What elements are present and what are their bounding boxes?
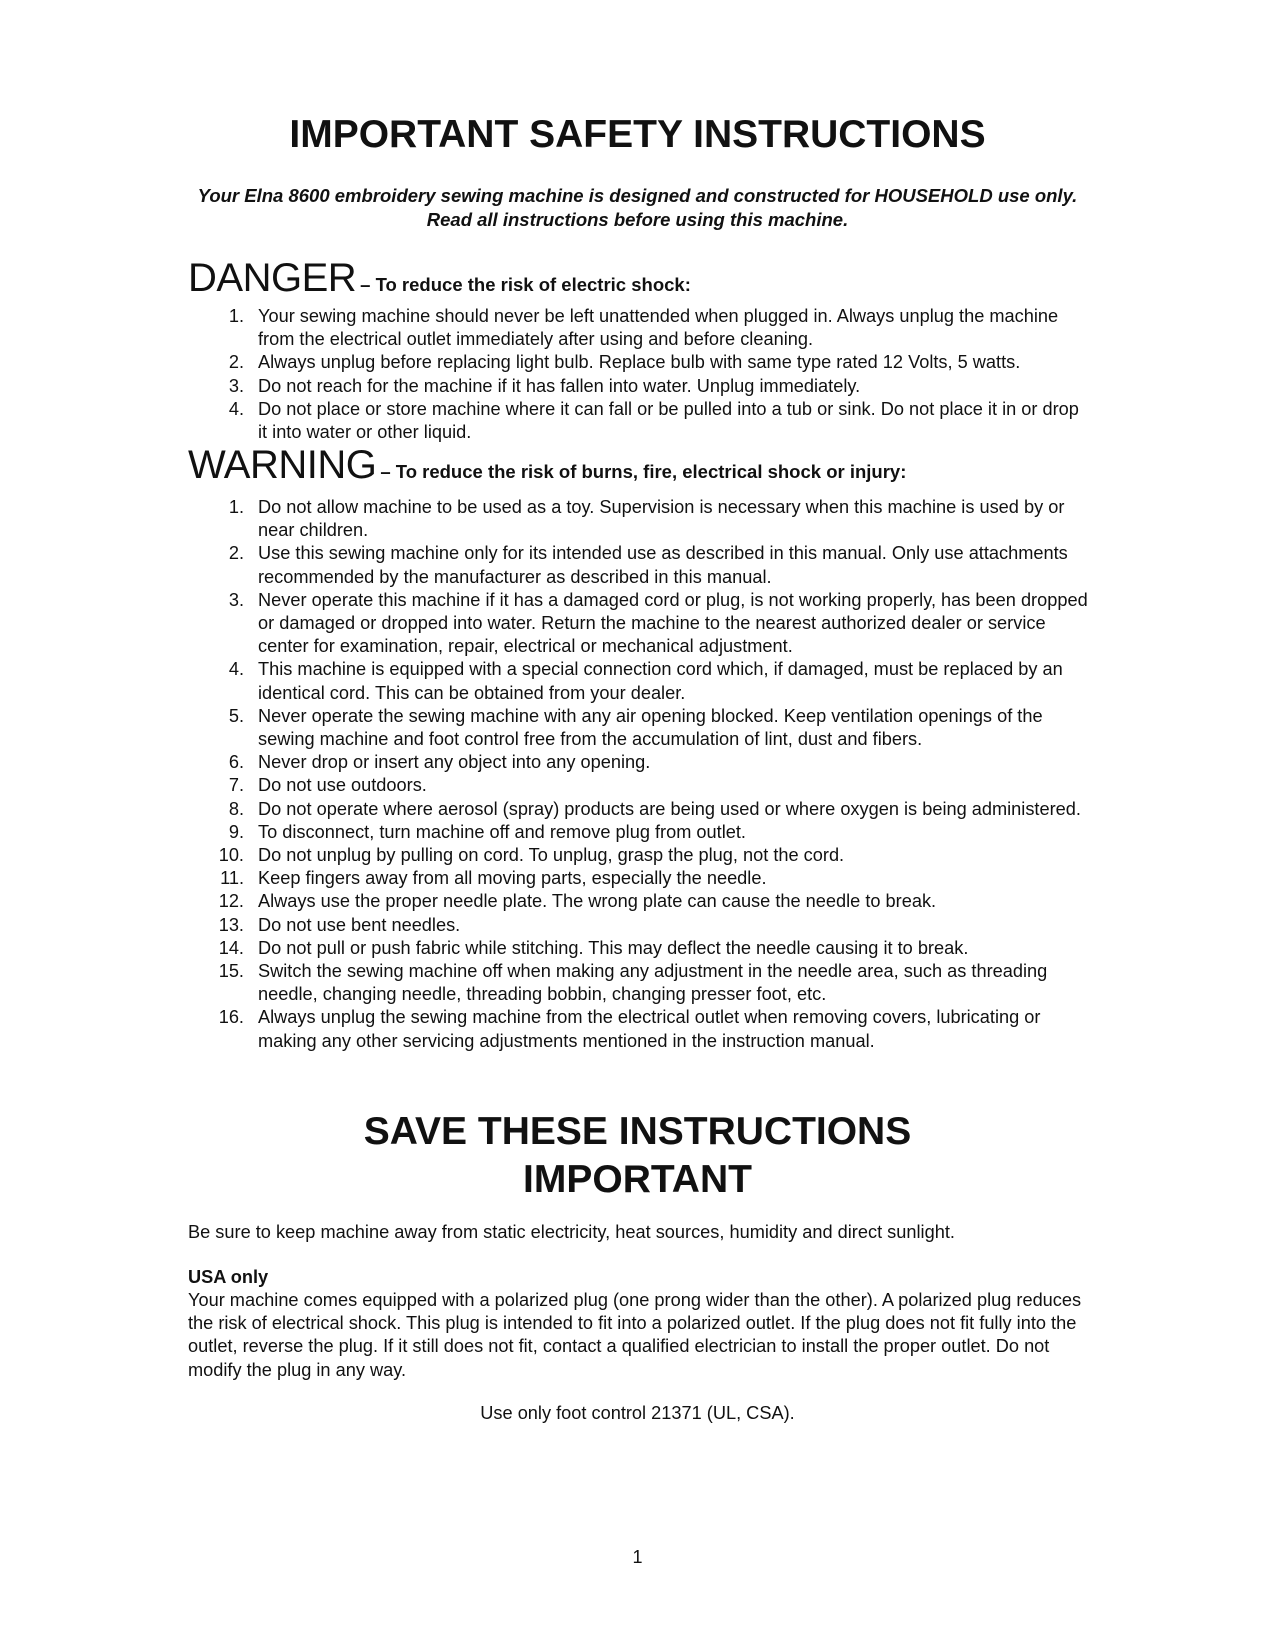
danger-label: DANGER: [188, 256, 357, 300]
list-item: [188, 398, 1093, 444]
item-text: Never operate this machine if it has a damaged cord or plug, is not working properly, has been dropped or damaged or dropped into water. Return the machine to the nearest authorized dealer or service center for examination, repair, electrical or mechanical adjustment.: [258, 589, 1088, 657]
item-number: 12.: [218, 891, 244, 912]
item-number: 10.: [218, 845, 244, 866]
item-number: 1.: [228, 497, 244, 517]
usa-only-heading: USA only: [188, 1267, 269, 1287]
item-number: 11.: [220, 868, 244, 889]
item-number: 13.: [218, 914, 244, 935]
list-item: [188, 937, 1093, 960]
page-title: IMPORTANT SAFETY INSTRUCTIONS: [289, 113, 986, 156]
item-text: Do not use bent needles.: [258, 914, 461, 935]
usa-only-text: Your machine comes equipped with a polarized plug (one prong wider than the other). A polarized plug reduces the risk of electrical shock. This plug is intended to fit into a polarized outlet. If the plug does not fit fully into the outlet, reverse the plug. If it still does not fit, contact a qualified electrician to install the proper outlet. Do not modify the plug in any way.: [188, 1290, 1082, 1380]
list-item: [188, 658, 1093, 704]
list-item: [188, 375, 1093, 398]
list-item: [188, 821, 1093, 844]
item-text: To disconnect, turn machine off and remove plug from outlet.: [258, 821, 746, 842]
list-item: [188, 960, 1093, 1006]
item-text: Do not allow machine to be used as a toy. Supervision is necessary when this machine is used by or near children.: [258, 497, 1065, 541]
list-item: [188, 705, 1093, 751]
item-number: 14.: [218, 937, 244, 958]
item-text: Do not unplug by pulling on cord. To unplug, grasp the plug, not the cord.: [258, 845, 845, 866]
list-item: [188, 496, 1093, 542]
keep-away-text: Be sure to keep machine away from static electricity, heat sources, humidity and direct sunlight.: [188, 1222, 955, 1242]
item-text: Use this sewing machine only for its intended use as described in this manual. Only use attachments recommended by the manufacturer as described in this manual.: [258, 543, 1068, 587]
intro-text: Your Elna 8600 embroidery sewing machine is designed and constructed for HOUSEHOLD use only. Read all instructions before using this machine.: [197, 185, 1078, 230]
item-number: 8.: [228, 798, 244, 819]
item-text: Never operate the sewing machine with any air opening blocked. Keep ventilation openings of the sewing machine and foot control free from the accumulation of lint, dust and fibers.: [258, 705, 1043, 750]
item-text: Always unplug the sewing machine from the electrical outlet when removing covers, lubricating or making any other servicing adjustments mentioned in the instruction manual.: [258, 1007, 1041, 1051]
list-item: [188, 914, 1093, 937]
list-item: [188, 351, 1093, 374]
item-number: 15.: [218, 961, 244, 982]
list-item: [188, 774, 1093, 797]
item-number: 2.: [228, 543, 244, 564]
item-text: Always use the proper needle plate. The wrong plate can cause the needle to break.: [258, 891, 937, 912]
item-text: This machine is equipped with a special connection cord which, if damaged, must be replaced by an identical cord. This can be obtained from your dealer.: [258, 659, 1063, 703]
item-number: 4.: [228, 659, 244, 680]
foot-control-note: Use only foot control 21371 (UL, CSA).: [480, 1403, 795, 1423]
item-text: Always unplug before replacing light bulb. Replace bulb with same type rated 12 Volts, 5 watts.: [258, 352, 1021, 373]
item-number: 5.: [228, 705, 244, 726]
item-text: Never drop or insert any object into any opening.: [258, 752, 651, 773]
list-item: [188, 542, 1093, 588]
list-item: [188, 844, 1093, 867]
item-number: 6.: [228, 752, 244, 773]
warning-list: [188, 496, 1093, 1053]
danger-list: [188, 305, 1093, 444]
list-item: [188, 1006, 1093, 1052]
warning-heading: [188, 443, 906, 488]
list-item: [188, 890, 1093, 913]
item-text: Switch the sewing machine off when making any adjustment in the needle area, such as threading needle, changing needle, threading bobbin, changing presser foot, etc.: [258, 961, 1048, 1005]
item-number: 3.: [228, 375, 244, 396]
item-text: Do not reach for the machine if it has fallen into water. Unplug immediately.: [258, 375, 861, 396]
list-item: [188, 589, 1093, 659]
item-text: Do not use outdoors.: [258, 775, 427, 796]
danger-heading: [188, 256, 691, 301]
save-instructions-heading: SAVE THESE INSTRUCTIONS: [363, 1110, 912, 1153]
item-number: 2.: [228, 352, 244, 373]
item-number: 16.: [218, 1007, 244, 1028]
page-number: 1: [632, 1547, 643, 1567]
item-text: Do not operate where aerosol (spray) products are being used or where oxygen is being administered.: [258, 798, 1081, 819]
list-item: [188, 751, 1093, 774]
warning-subtitle: – To reduce the risk of burns, fire, electrical shock or injury:: [380, 461, 907, 482]
item-number: 3.: [228, 589, 244, 610]
danger-subtitle: – To reduce the risk of electric shock:: [360, 274, 691, 295]
warning-label: WARNING: [188, 443, 377, 487]
item-text: Keep fingers away from all moving parts, especially the needle.: [258, 868, 767, 889]
item-text: Your sewing machine should never be left unattended when plugged in. Always unplug the machine from the electrical outlet immediately after using and before cleaning.: [258, 306, 1059, 350]
item-number: 9.: [228, 821, 244, 842]
list-item: [188, 305, 1093, 351]
list-item: [188, 798, 1093, 821]
item-number: 4.: [228, 398, 244, 419]
item-text: Do not place or store machine where it can fall or be pulled into a tub or sink. Do not place it in or drop it into water or other liquid.: [258, 398, 1079, 443]
item-text: Do not pull or push fabric while stitching. This may deflect the needle causing it to break.: [258, 937, 969, 958]
item-number: 1.: [228, 306, 244, 326]
important-heading: IMPORTANT: [523, 1158, 752, 1201]
list-item: [188, 867, 1093, 890]
item-number: 7.: [228, 775, 244, 796]
